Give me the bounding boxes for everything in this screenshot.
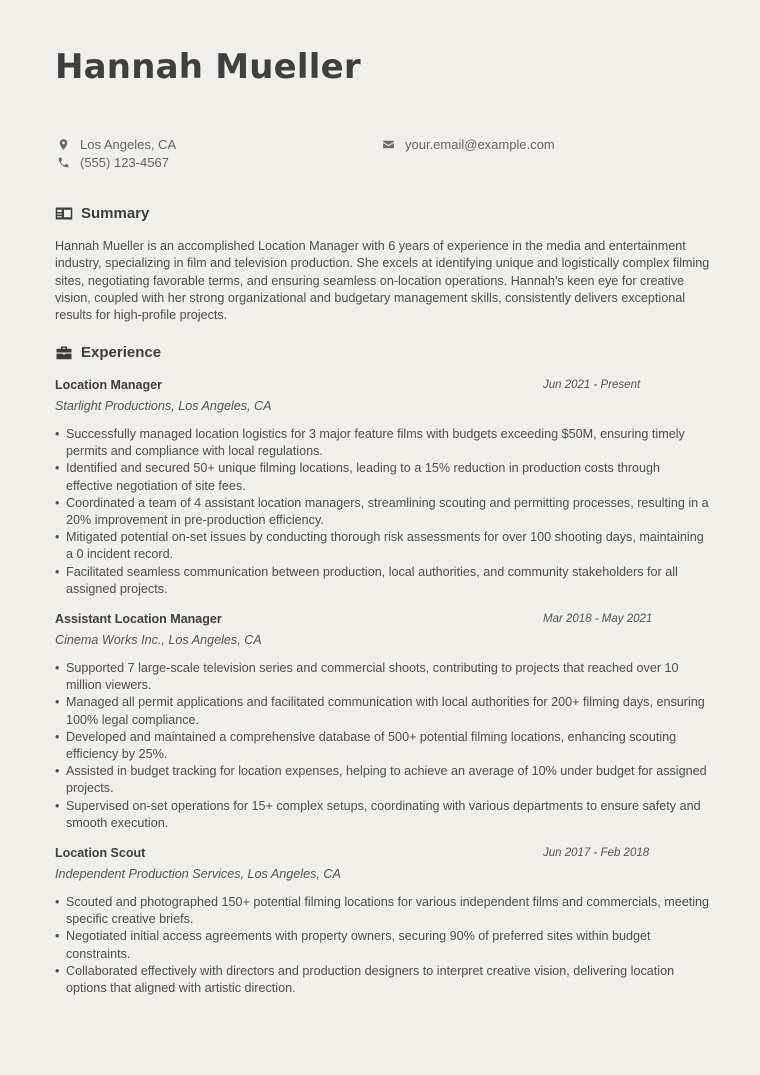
bullet-item: • Assisted in budget tracking for location expenses, helping to achieve an average of 10% under budget for assigned projects. bbox=[55, 763, 710, 797]
bullet-item: • Scouted and photographed 150+ potential filming locations for various independent films and commercials, meeting specific creative briefs. bbox=[55, 894, 710, 928]
bullet-item: • Identified and secured 50+ unique filming locations, leading to a 15% reduction in production costs through effective negotiation of site fees. bbox=[55, 460, 710, 494]
job-company: Starlight Productions, Los Angeles, CA bbox=[55, 399, 272, 413]
job-date: Jun 2021 - Present bbox=[543, 379, 641, 391]
bullet-item: • Mitigated potential on-set issues by conducting thorough risk assessments for over 100 shooting days, maintaining a 0 incident record. bbox=[55, 529, 710, 563]
job-company: Cinema Works Inc., Los Angeles, CA bbox=[55, 633, 262, 647]
bullet-item: • Managed all permit applications and facilitated communication with local authorities for 200+ filming days, ensuring 100% legal compliance. bbox=[55, 694, 710, 728]
job-entry bbox=[55, 846, 710, 997]
phone-text[interactable]: (555) 123-4567 bbox=[80, 154, 169, 170]
summary-text: Hannah Mueller is an accomplished Location Manager with 6 years of experience in the media and entertainment industry, specializing in film and television production. She excels at identifying unique and logistically complex filming sites, negotiating favorable terms, and ensuring seamless on-location operations. Hannah’s keen eye for creative vision, coupled with her strong organizational and budgetary management skills, consistently delivers exceptional results for high-profile projects. bbox=[55, 239, 710, 323]
job-title: Location Manager bbox=[55, 378, 162, 392]
contact-email bbox=[380, 135, 555, 153]
summary-heading bbox=[55, 205, 149, 222]
bullet-item: • Coordinated a team of 4 assistant location managers, streamlining scouting and permitting processes, resulting in a 20% improvement in pre-production efficiency. bbox=[55, 495, 710, 529]
contact-phone bbox=[55, 153, 169, 171]
location-text: Los Angeles, CA bbox=[80, 136, 177, 152]
bullet-item: • Negotiated initial access agreements with property owners, securing 90% of preferred sites within budget constraints. bbox=[55, 928, 710, 962]
candidate-name: Hannah Mueller bbox=[55, 47, 361, 87]
envelope-icon bbox=[380, 136, 396, 152]
bullet-item: • Developed and maintained a comprehensive database of 500+ potential filming locations, enhancing scouting efficiency by 25%. bbox=[55, 729, 710, 763]
job-entry bbox=[55, 378, 710, 598]
bullet-item: • Successfully managed location logistics for 3 major feature films with budgets exceeding $50M, ensuring timely permits and compliance with local regulations. bbox=[55, 426, 710, 460]
job-bullets bbox=[55, 660, 710, 832]
job-title: Location Scout bbox=[55, 846, 146, 860]
job-title: Assistant Location Manager bbox=[55, 612, 222, 626]
bullet-item: • Collaborated effectively with directors and production designers to interpret creative vision, delivering location options that aligned with artistic direction. bbox=[55, 963, 710, 997]
experience-heading bbox=[55, 344, 161, 361]
briefcase-icon bbox=[55, 345, 73, 361]
map-pin-icon bbox=[55, 136, 71, 152]
bullet-item: • Supervised on-set operations for 15+ complex setups, coordinating with various departments to ensure safety and smooth execution. bbox=[55, 798, 710, 832]
email-text[interactable]: your.email@example.com bbox=[405, 136, 555, 152]
contact-location bbox=[55, 135, 176, 153]
job-company: Independent Production Services, Los Angeles, CA bbox=[55, 867, 341, 881]
summary-heading-label: Summary bbox=[81, 205, 150, 222]
job-entry bbox=[55, 612, 710, 832]
job-date: Jun 2017 - Feb 2018 bbox=[543, 847, 650, 859]
id-card-icon bbox=[55, 206, 73, 222]
job-date: Mar 2018 - May 2021 bbox=[543, 613, 653, 625]
bullet-item: • Facilitated seamless communication between production, local authorities, and community stakeholders for all assigned projects. bbox=[55, 564, 710, 598]
bullet-item: • Supported 7 large-scale television series and commercial shoots, contributing to projects that reached over 10 million viewers. bbox=[55, 660, 710, 694]
experience-heading-label: Experience bbox=[81, 344, 162, 361]
phone-icon bbox=[55, 154, 71, 170]
job-bullets bbox=[55, 894, 710, 997]
job-bullets bbox=[55, 426, 710, 598]
